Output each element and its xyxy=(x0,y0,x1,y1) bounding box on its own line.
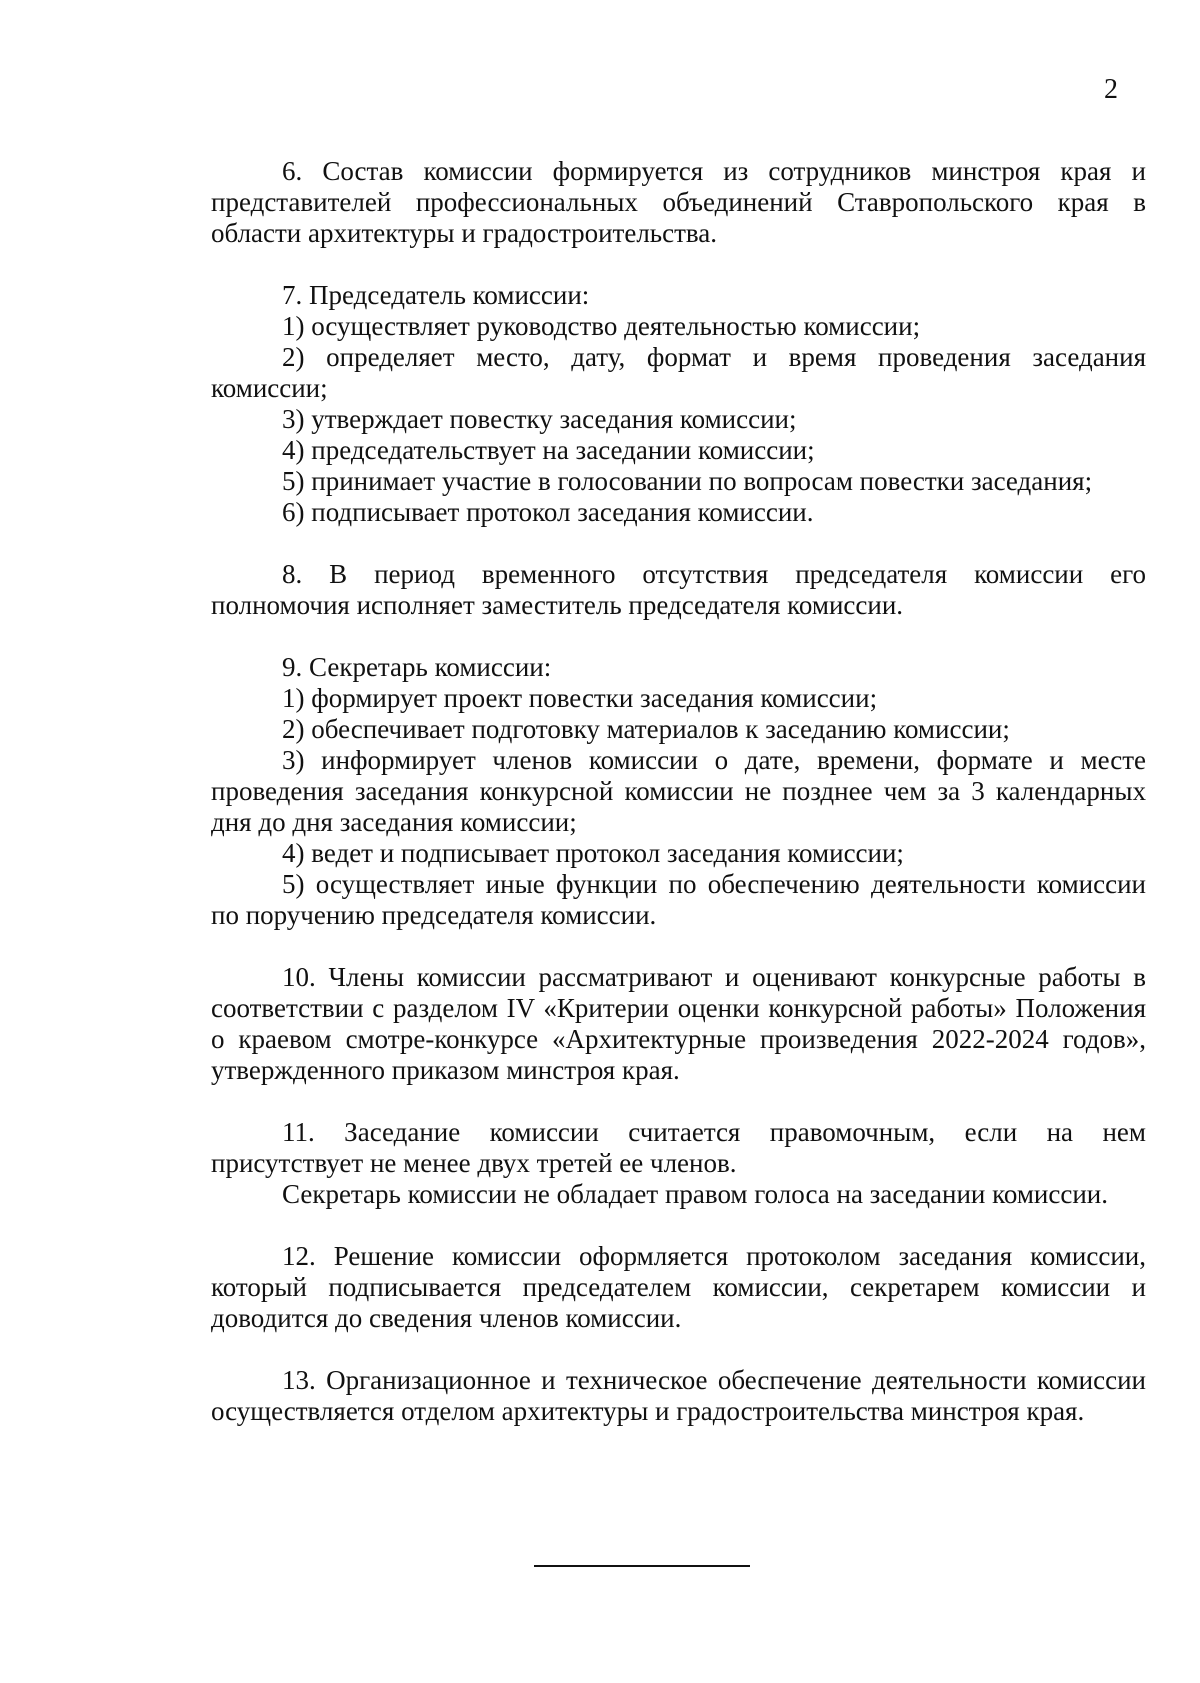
paragraph: 6. Состав комиссии формируется из сотрудников минстроя края и представителей профессиональных объединений Ставропольского края в области архитектуры и градостроительства. xyxy=(211,156,1146,248)
section-7 xyxy=(211,280,1146,528)
paragraph: 2) обеспечивает подготовку материалов к заседанию комиссии; xyxy=(282,714,1010,744)
paragraph-gap xyxy=(211,1086,1146,1117)
paragraph: 2) определяет место, дату, формат и время проведения заседания комиссии; xyxy=(211,342,1146,403)
section-12 xyxy=(211,1241,1146,1334)
paragraph-gap xyxy=(211,249,1146,280)
paragraph: 5) принимает участие в голосовании по вопросам повестки заседания; xyxy=(282,466,1093,496)
paragraph: 5) осуществляет иные функции по обеспечению деятельности комиссии по поручению председателя комиссии. xyxy=(211,869,1146,930)
paragraph: 12. Решение комиссии оформляется протоколом заседания комиссии, который подписывается председателем комиссии, секретарем комиссии и доводится до сведения членов комиссии. xyxy=(211,1241,1146,1333)
paragraph-gap xyxy=(211,931,1146,962)
paragraph: 4) председательствует на заседании комиссии; xyxy=(282,435,815,465)
paragraph-gap xyxy=(211,1210,1146,1241)
paragraph: 9. Секретарь комиссии: xyxy=(282,652,552,682)
paragraph: 7. Председатель комиссии: xyxy=(282,280,590,310)
section-11 xyxy=(211,1117,1146,1210)
section-8 xyxy=(211,559,1146,621)
section-9 xyxy=(211,652,1146,931)
page-number: 2 xyxy=(1104,74,1118,105)
section-10 xyxy=(211,962,1146,1086)
end-of-document-rule xyxy=(534,1565,750,1567)
paragraph: 4) ведет и подписывает протокол заседания комиссии; xyxy=(282,838,904,868)
paragraph: 6) подписывает протокол заседания комиссии. xyxy=(282,497,814,527)
paragraph: Секретарь комиссии не обладает правом голоса на заседании комиссии. xyxy=(282,1179,1108,1209)
paragraph-gap xyxy=(211,1334,1146,1365)
paragraph: 10. Члены комиссии рассматривают и оценивают конкурсные работы в соответствии с разделом IV «Критерии оценки конкурсной работы» Положения о краевом смотре-конкурсе «Архитектурные произведения 2022-2024 годов», утвержденного приказом минстроя края. xyxy=(211,962,1146,1085)
paragraph: 3) утверждает повестку заседания комиссии; xyxy=(282,404,797,434)
paragraph: 1) осуществляет руководство деятельностью комиссии; xyxy=(282,311,921,341)
section-13 xyxy=(211,1365,1146,1427)
paragraph-gap xyxy=(211,528,1146,559)
section-6 xyxy=(211,156,1146,249)
paragraph-gap xyxy=(211,621,1146,652)
paragraph: 1) формирует проект повестки заседания комиссии; xyxy=(282,683,878,713)
paragraph: 8. В период временного отсутствия председателя комиссии его полномочия исполняет заместитель председателя комиссии. xyxy=(211,559,1146,620)
paragraph: 11. Заседание комиссии считается правомочным, если на нем присутствует не менее двух третей ее членов. xyxy=(211,1117,1146,1178)
paragraph: 3) информирует членов комиссии о дате, времени, формате и месте проведения заседания конкурсной комиссии не позднее чем за 3 календарных дня до дня заседания комиссии; xyxy=(211,745,1146,837)
paragraph: 13. Организационное и техническое обеспечение деятельности комиссии осуществляется отделом архитектуры и градостроительства минстроя края. xyxy=(211,1365,1146,1426)
document-body xyxy=(211,156,1146,1427)
